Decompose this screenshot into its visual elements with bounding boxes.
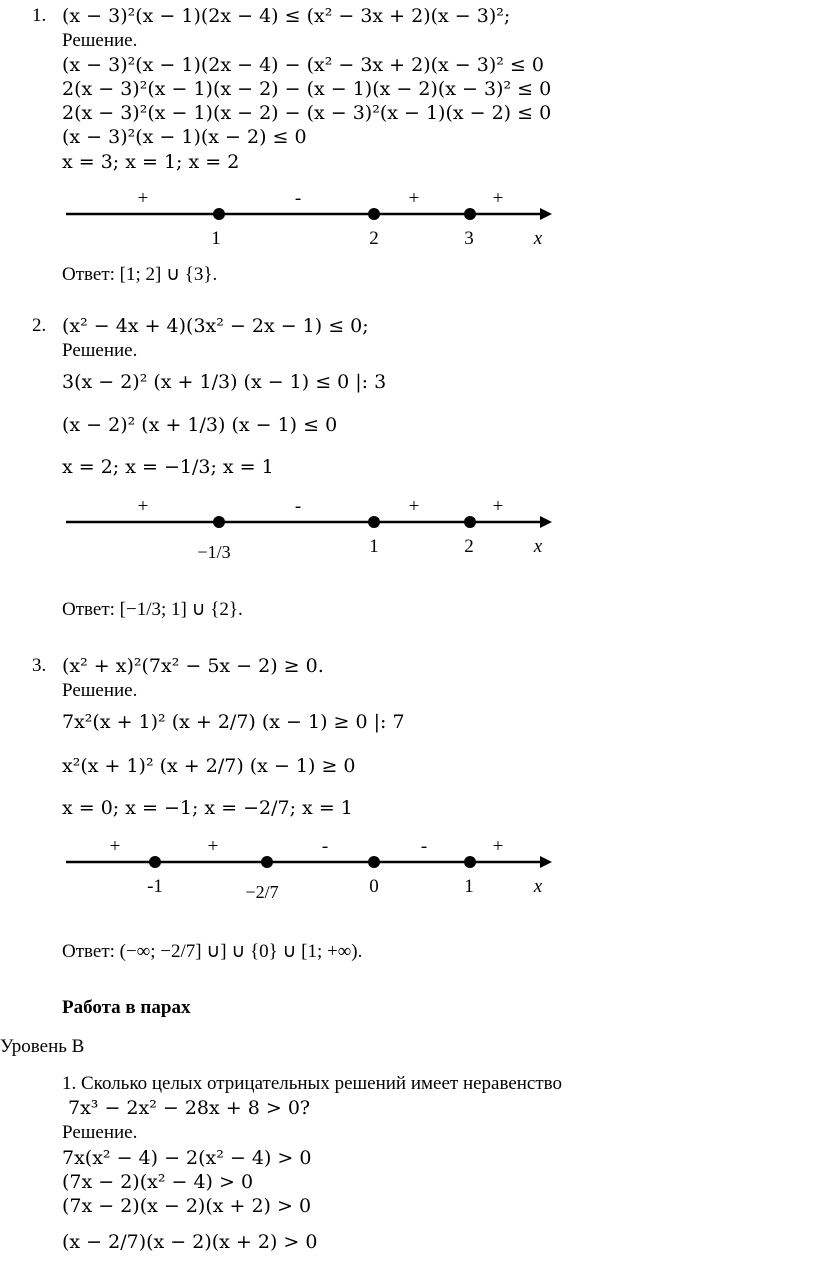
sign-1: +	[137, 496, 149, 517]
sign-2: -	[294, 496, 302, 517]
point-label-1: −1/3	[197, 542, 231, 562]
arrow-head-icon	[540, 856, 552, 868]
problem-3-number-line	[0, 828, 816, 928]
point-label-3: 3	[464, 228, 474, 249]
problem-1-step-1: (x − 3)²(x − 1)(2x − 4) − (x² − 3x + 2)(x − 3)² ≤ 0	[62, 54, 544, 76]
problem-3-answer: Ответ: (−∞; −2/7] ∪] ∪ {0} ∪ [1; +∞).	[62, 941, 363, 962]
problem-3-step-3: x = 0; x = −1; x = −2/7; x = 1	[62, 797, 353, 819]
point-dot	[213, 516, 225, 528]
problem-1-solution-label: Решение.	[62, 30, 138, 51]
sign-4: -	[420, 836, 428, 857]
problem-2-number-line	[0, 488, 816, 588]
sign-4: +	[492, 188, 504, 209]
problem-3-statement: (x² + x)²(7x² − 5x − 2) ≥ 0.	[62, 655, 324, 677]
problem-3-number: 3.	[32, 655, 47, 676]
point-label-1: 1	[211, 228, 221, 249]
point-dot	[149, 856, 161, 868]
problem-1-step-4: (x − 3)²(x − 1)(x − 2) ≤ 0	[62, 126, 307, 148]
axis-label: x	[533, 876, 543, 897]
problem-2-answer: Ответ: [−1/3; 1] ∪ {2}.	[62, 599, 243, 620]
point-dot	[368, 208, 380, 220]
point-label-2: 2	[369, 228, 379, 249]
sign-2: -	[294, 188, 302, 209]
problem-3-step-1: 7x²(x + 1)² (x + 2/7) (x − 1) ≥ 0 |: 7	[62, 711, 405, 733]
sign-3: -	[321, 836, 329, 857]
problem-3-step-2: x²(x + 1)² (x + 2/7) (x − 1) ≥ 0	[62, 755, 356, 777]
problem-1-statement: (x − 3)²(x − 1)(2x − 4) ≤ (x² − 3x + 2)(x − 3)²;	[62, 5, 511, 27]
problem-1-step-5: x = 3; x = 1; x = 2	[62, 151, 240, 173]
axis-label: x	[533, 228, 543, 249]
problem-3-solution-label: Решение.	[62, 680, 138, 701]
point-dot	[368, 516, 380, 528]
point-label-4: 1	[464, 876, 474, 897]
point-label-3: 0	[369, 876, 379, 897]
arrow-head-icon	[540, 516, 552, 528]
problem-2-step-2: (x − 2)² (x + 1/3) (x − 1) ≤ 0	[62, 414, 338, 436]
task-step-4: (x − 2/7)(x − 2)(x + 2) > 0	[62, 1231, 318, 1253]
task-step-1: 7x(x² − 4) − 2(x² − 4) > 0	[62, 1147, 312, 1169]
task-step-2: (7x − 2)(x² − 4) > 0	[62, 1171, 254, 1193]
sign-1: +	[137, 188, 149, 209]
problem-2-step-1: 3(x − 2)² (x + 1/3) (x − 1) ≤ 0 |: 3	[62, 371, 387, 393]
problem-1-number-line	[0, 180, 816, 260]
task-inequality: 7x³ − 2x² − 28x + 8 > 0?	[68, 1097, 311, 1119]
point-label-2: 1	[369, 536, 379, 557]
arrow-head-icon	[540, 208, 552, 220]
point-label-2: −2/7	[245, 882, 279, 902]
sign-2: +	[207, 836, 219, 857]
point-dot	[464, 208, 476, 220]
problem-1-step-3: 2(x − 3)²(x − 1)(x − 2) − (x − 3)²(x − 1)(x − 2) ≤ 0	[62, 102, 552, 124]
point-label-3: 2	[464, 536, 474, 557]
problem-2-step-3: x = 2; x = −1/3; x = 1	[62, 456, 274, 478]
sign-3: +	[408, 188, 420, 209]
section-title: Работа в парах	[62, 997, 191, 1018]
point-label-1: -1	[147, 876, 163, 897]
point-dot	[368, 856, 380, 868]
point-dot	[464, 516, 476, 528]
point-dot	[464, 856, 476, 868]
level-label: Уровень В	[0, 1036, 85, 1057]
point-dot	[213, 208, 225, 220]
problem-2-number: 2.	[32, 315, 47, 336]
point-dot	[261, 856, 273, 868]
problem-2-statement: (x² − 4x + 4)(3x² − 2x − 1) ≤ 0;	[62, 315, 369, 337]
problem-1-answer: Ответ: [1; 2] ∪ {3}.	[62, 264, 218, 285]
task-solution-label: Решение.	[62, 1122, 138, 1143]
sign-5: +	[492, 836, 504, 857]
axis-label: x	[533, 536, 543, 557]
problem-1-step-2: 2(x − 3)²(x − 1)(x − 2) − (x − 1)(x − 2)(x − 3)² ≤ 0	[62, 78, 552, 100]
task-step-3: (7x − 2)(x − 2)(x + 2) > 0	[62, 1195, 312, 1217]
sign-4: +	[492, 496, 504, 517]
problem-1-number: 1.	[32, 5, 47, 26]
task-prompt: 1. Сколько целых отрицательных решений имеет неравенство	[62, 1073, 563, 1094]
sign-3: +	[408, 496, 420, 517]
problem-2-solution-label: Решение.	[62, 340, 138, 361]
sign-1: +	[109, 836, 121, 857]
